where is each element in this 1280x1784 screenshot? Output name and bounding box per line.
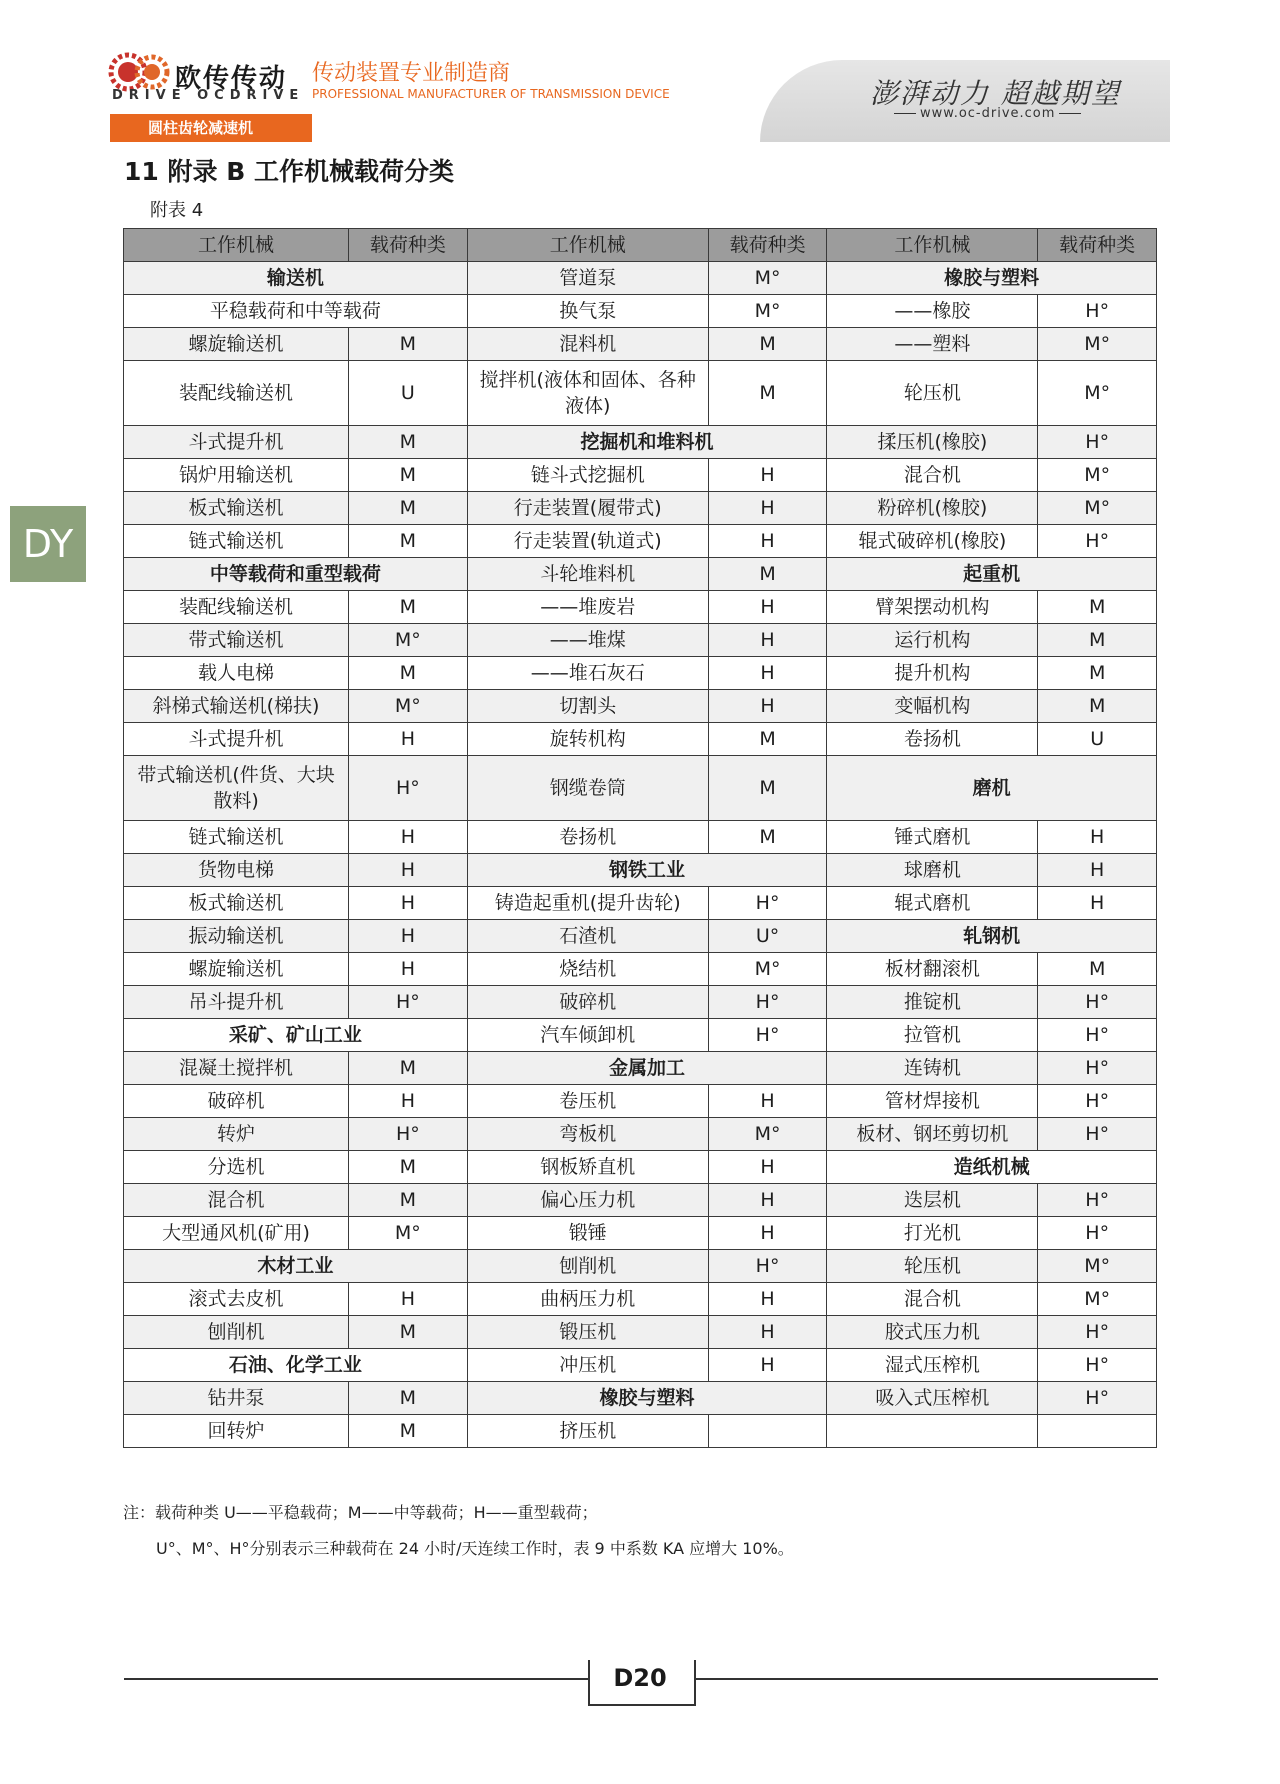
table-row	[124, 1415, 1157, 1448]
table-row	[124, 887, 1157, 920]
machine-cell: ——堆废岩	[467, 591, 708, 624]
load-type-cell: M	[349, 1151, 468, 1184]
table-row	[124, 525, 1157, 558]
machine-cell: 曲柄压力机	[467, 1283, 708, 1316]
load-type-cell: H	[708, 1184, 827, 1217]
machine-cell: 带式输送机(件货、大块散料)	[124, 756, 349, 821]
machine-cell: 装配线输送机	[124, 591, 349, 624]
load-type-cell: M°	[1038, 1283, 1157, 1316]
load-type-cell: M°	[349, 690, 468, 723]
load-type-cell: H°	[1038, 1085, 1157, 1118]
load-type-cell: H	[349, 920, 468, 953]
tagline-en: PROFESSIONAL MANUFACTURER OF TRANSMISSION DEVICE	[312, 87, 670, 101]
table-row	[124, 558, 1157, 591]
load-type-cell: M	[1038, 953, 1157, 986]
machine-cell: 冲压机	[467, 1349, 708, 1382]
load-type-cell: H°	[349, 1118, 468, 1151]
category-cell: 木材工业	[124, 1250, 468, 1283]
load-type-cell: M	[1038, 690, 1157, 723]
load-type-cell: H°	[1038, 295, 1157, 328]
machine-cell: 轮压机	[827, 1250, 1038, 1283]
load-type-cell: M°	[349, 624, 468, 657]
category-cell: 钢铁工业	[467, 854, 827, 887]
machine-cell: 吊斗提升机	[124, 986, 349, 1019]
load-type-cell: H°	[1038, 1052, 1157, 1085]
machine-cell: 振动输送机	[124, 920, 349, 953]
table-row	[124, 1184, 1157, 1217]
machine-cell: 锤式磨机	[827, 821, 1038, 854]
load-type-cell: M°	[708, 262, 827, 295]
machine-cell: 破碎机	[467, 986, 708, 1019]
load-type-cell: H°	[1038, 1118, 1157, 1151]
machine-cell: 烧结机	[467, 953, 708, 986]
category-cell: 金属加工	[467, 1052, 827, 1085]
load-type-cell: H	[1038, 887, 1157, 920]
machine-cell: ——堆煤	[467, 624, 708, 657]
category-cell: 挖掘机和堆料机	[467, 426, 827, 459]
table-row	[124, 1019, 1157, 1052]
load-type-cell: H°	[708, 887, 827, 920]
load-type-cell: H	[708, 1316, 827, 1349]
website-text: www.oc-drive.com	[920, 106, 1056, 121]
machine-cell: 刨削机	[124, 1316, 349, 1349]
machine-cell: 铸造起重机(提升齿轮)	[467, 887, 708, 920]
machine-cell: 辊式破碎机(橡胶)	[827, 525, 1038, 558]
load-type-cell: M	[708, 756, 827, 821]
load-type-cell: H°	[1038, 525, 1157, 558]
machine-cell: 混合机	[124, 1184, 349, 1217]
machine-cell: 斗式提升机	[124, 723, 349, 756]
machine-cell: 锻压机	[467, 1316, 708, 1349]
machine-cell: 载人电梯	[124, 657, 349, 690]
machine-cell: 刨削机	[467, 1250, 708, 1283]
load-type-cell: M	[349, 657, 468, 690]
machine-cell: 滚式去皮机	[124, 1283, 349, 1316]
table-row	[124, 821, 1157, 854]
load-type-cell: H°	[349, 986, 468, 1019]
machine-cell: 钻井泵	[124, 1382, 349, 1415]
table-row	[124, 426, 1157, 459]
machine-cell: 板材翻滚机	[827, 953, 1038, 986]
table-row	[124, 591, 1157, 624]
load-classification-table	[123, 228, 1157, 1448]
machine-cell: 变幅机构	[827, 690, 1038, 723]
machine-cell: 混凝土搅拌机	[124, 1052, 349, 1085]
machine-cell: 臂架摆动机构	[827, 591, 1038, 624]
load-type-cell: M°	[1038, 459, 1157, 492]
load-type-cell: M	[708, 361, 827, 426]
load-type-cell: M	[708, 821, 827, 854]
load-type-cell: H°	[1038, 1217, 1157, 1250]
header-cell: 载荷种类	[349, 229, 468, 262]
load-type-cell: H	[708, 1283, 827, 1316]
table-row	[124, 295, 1157, 328]
table-row	[124, 723, 1157, 756]
load-type-cell: H	[349, 1085, 468, 1118]
machine-cell: 推锭机	[827, 986, 1038, 1019]
table-caption: 附表 4	[150, 200, 204, 221]
machine-cell: 链式输送机	[124, 821, 349, 854]
machine-cell: ——塑料	[827, 328, 1038, 361]
table-row	[124, 756, 1157, 821]
machine-cell: 螺旋输送机	[124, 328, 349, 361]
table-row	[124, 328, 1157, 361]
machine-cell: 迭层机	[827, 1184, 1038, 1217]
machine-cell: 链斗式挖掘机	[467, 459, 708, 492]
table-row	[124, 986, 1157, 1019]
load-type-cell: M	[349, 591, 468, 624]
load-type-cell: M	[349, 1052, 468, 1085]
machine-cell: 切割头	[467, 690, 708, 723]
load-type-cell: M°	[1038, 328, 1157, 361]
load-type-cell: H	[349, 1283, 468, 1316]
machine-cell: 分选机	[124, 1151, 349, 1184]
page-title: 11 附录 B 工作机械载荷分类	[124, 157, 454, 186]
machine-cell: 混合机	[827, 459, 1038, 492]
load-type-cell: U	[349, 361, 468, 426]
load-type-cell	[1038, 1415, 1157, 1448]
load-type-cell: M	[349, 492, 468, 525]
machine-cell: 拉管机	[827, 1019, 1038, 1052]
table-row	[124, 1250, 1157, 1283]
machine-cell	[827, 1415, 1038, 1448]
machine-cell: 辊式磨机	[827, 887, 1038, 920]
machine-cell: 打光机	[827, 1217, 1038, 1250]
side-tab: DY	[10, 506, 86, 582]
load-type-cell: M	[349, 1184, 468, 1217]
load-type-cell: M	[349, 1382, 468, 1415]
load-type-cell: M	[708, 558, 827, 591]
load-type-cell: H°	[349, 756, 468, 821]
load-type-cell: H°	[1038, 1349, 1157, 1382]
table-row	[124, 1217, 1157, 1250]
load-type-cell: H	[708, 1349, 827, 1382]
category-cell: 中等载荷和重型载荷	[124, 558, 468, 591]
machine-cell: ——橡胶	[827, 295, 1038, 328]
machine-cell: 卷扬机	[467, 821, 708, 854]
machine-cell: 装配线输送机	[124, 361, 349, 426]
machine-cell: 提升机构	[827, 657, 1038, 690]
machine-cell: 弯板机	[467, 1118, 708, 1151]
machine-cell: 混合机	[827, 1283, 1038, 1316]
category-cell: 轧钢机	[827, 920, 1157, 953]
table-header-row	[124, 229, 1157, 262]
machine-cell: 货物电梯	[124, 854, 349, 887]
category-tab: 圆柱齿轮减速机	[110, 114, 312, 142]
brand-name: 欧传传动	[175, 64, 288, 94]
load-type-cell: M	[1038, 624, 1157, 657]
header-cell: 载荷种类	[1038, 229, 1157, 262]
machine-cell: 斗式提升机	[124, 426, 349, 459]
category-cell: 橡胶与塑料	[467, 1382, 827, 1415]
machine-cell: 石渣机	[467, 920, 708, 953]
load-type-cell: M°	[1038, 492, 1157, 525]
load-type-cell: H°	[1038, 1382, 1157, 1415]
table-row	[124, 1349, 1157, 1382]
load-type-cell: H	[708, 657, 827, 690]
machine-cell: ——堆石灰石	[467, 657, 708, 690]
load-type-cell: M	[708, 723, 827, 756]
table-row	[124, 1052, 1157, 1085]
machine-cell: 吸入式压榨机	[827, 1382, 1038, 1415]
machine-cell: 湿式压榨机	[827, 1349, 1038, 1382]
load-type-cell: M	[1038, 591, 1157, 624]
category-cell: 采矿、矿山工业	[124, 1019, 468, 1052]
machine-cell: 轮压机	[827, 361, 1038, 426]
load-type-cell: M°	[708, 953, 827, 986]
machine-cell: 卷扬机	[827, 723, 1038, 756]
subcategory-cell: 平稳载荷和中等载荷	[124, 295, 468, 328]
load-type-cell: H	[708, 525, 827, 558]
machine-cell: 胶式压力机	[827, 1316, 1038, 1349]
machine-cell: 钢板矫直机	[467, 1151, 708, 1184]
header-cell: 工作机械	[467, 229, 708, 262]
table-row	[124, 459, 1157, 492]
website	[890, 106, 1085, 121]
table-row	[124, 953, 1157, 986]
note-continuous: U°、M°、H°分别表示三种载荷在 24 小时/天连续工作时，表 9 中系数 KA 应增大 10%。	[156, 1539, 794, 1558]
table-row	[124, 920, 1157, 953]
tagline: 传动装置专业制造商	[312, 61, 511, 86]
load-type-cell: M	[708, 328, 827, 361]
load-type-cell: M	[349, 1316, 468, 1349]
category-cell: 橡胶与塑料	[827, 262, 1157, 295]
machine-cell: 粉碎机(橡胶)	[827, 492, 1038, 525]
table-row	[124, 492, 1157, 525]
table-row	[124, 624, 1157, 657]
table-body	[124, 262, 1157, 1448]
load-type-cell: M°	[708, 295, 827, 328]
table-row	[124, 657, 1157, 690]
machine-cell: 行走装置(轨道式)	[467, 525, 708, 558]
note-legend: 注：载荷种类 U——平稳载荷；M——中等载荷；H——重型载荷；	[123, 1503, 598, 1522]
machine-cell: 旋转机构	[467, 723, 708, 756]
category-cell: 石油、化学工业	[124, 1349, 468, 1382]
footer-rule-right	[690, 1678, 1158, 1680]
machine-cell: 连铸机	[827, 1052, 1038, 1085]
load-type-cell: H	[708, 591, 827, 624]
load-type-cell: H	[349, 723, 468, 756]
machine-cell: 带式输送机	[124, 624, 349, 657]
load-type-cell: M	[349, 525, 468, 558]
machine-cell: 偏心压力机	[467, 1184, 708, 1217]
machine-cell: 破碎机	[124, 1085, 349, 1118]
machine-cell: 板式输送机	[124, 887, 349, 920]
machine-cell: 斜梯式输送机(梯扶)	[124, 690, 349, 723]
load-type-cell: M	[349, 426, 468, 459]
load-type-cell: H	[349, 887, 468, 920]
machine-cell: 板材、钢坯剪切机	[827, 1118, 1038, 1151]
load-type-cell: M	[349, 1415, 468, 1448]
load-type-cell: H°	[1038, 1019, 1157, 1052]
load-type-cell: M°	[349, 1217, 468, 1250]
load-type-cell: H	[708, 1085, 827, 1118]
category-cell: 磨机	[827, 756, 1157, 821]
load-type-cell: H	[349, 821, 468, 854]
load-type-cell: H	[349, 953, 468, 986]
table-row	[124, 1382, 1157, 1415]
load-type-cell: H	[349, 854, 468, 887]
machine-cell: 换气泵	[467, 295, 708, 328]
machine-cell: 链式输送机	[124, 525, 349, 558]
load-type-cell: H°	[708, 1250, 827, 1283]
header-cell: 载荷种类	[708, 229, 827, 262]
machine-cell: 管道泵	[467, 262, 708, 295]
machine-cell: 球磨机	[827, 854, 1038, 887]
machine-cell: 挤压机	[467, 1415, 708, 1448]
load-type-cell: M	[349, 328, 468, 361]
load-type-cell: H	[708, 624, 827, 657]
load-type-cell: H	[1038, 854, 1157, 887]
load-type-cell: H°	[1038, 1316, 1157, 1349]
footer-rule-left	[124, 1678, 590, 1680]
table-row	[124, 1085, 1157, 1118]
table-row	[124, 1151, 1157, 1184]
load-type-cell: M	[349, 459, 468, 492]
header-cell: 工作机械	[124, 229, 349, 262]
machine-cell: 行走装置(履带式)	[467, 492, 708, 525]
table-row	[124, 1118, 1157, 1151]
category-cell: 起重机	[827, 558, 1157, 591]
load-type-cell: H	[708, 459, 827, 492]
machine-cell: 转炉	[124, 1118, 349, 1151]
load-type-cell: H	[708, 492, 827, 525]
load-type-cell: H°	[708, 986, 827, 1019]
load-type-cell: M	[1038, 657, 1157, 690]
load-type-cell: H°	[1038, 986, 1157, 1019]
brand-name-en: DRIVE OCDRIVE	[112, 88, 305, 103]
load-type-cell: H°	[708, 1019, 827, 1052]
slogan: 澎湃动力 超越期望	[870, 77, 1121, 110]
load-type-cell: U°	[708, 920, 827, 953]
machine-cell: 揉压机(橡胶)	[827, 426, 1038, 459]
machine-cell: 斗轮堆料机	[467, 558, 708, 591]
load-type-cell: H°	[1038, 1184, 1157, 1217]
header-cell: 工作机械	[827, 229, 1038, 262]
table-row	[124, 690, 1157, 723]
category-cell: 造纸机械	[827, 1151, 1157, 1184]
machine-cell: 回转炉	[124, 1415, 349, 1448]
table-row	[124, 262, 1157, 295]
machine-cell: 锻锤	[467, 1217, 708, 1250]
machine-cell: 钢缆卷筒	[467, 756, 708, 821]
machine-cell: 运行机构	[827, 624, 1038, 657]
machine-cell: 螺旋输送机	[124, 953, 349, 986]
load-type-cell: U	[1038, 723, 1157, 756]
table-row	[124, 1283, 1157, 1316]
load-type-cell: H°	[1038, 426, 1157, 459]
machine-cell: 大型通风机(矿用)	[124, 1217, 349, 1250]
load-type-cell: H	[708, 690, 827, 723]
machine-cell: 混料机	[467, 328, 708, 361]
load-type-cell: H	[708, 1151, 827, 1184]
machine-cell: 板式输送机	[124, 492, 349, 525]
machine-cell: 锅炉用输送机	[124, 459, 349, 492]
load-type-cell: H	[1038, 821, 1157, 854]
page-number: D20	[613, 1664, 667, 1692]
machine-cell: 搅拌机(液体和固体、各种液体)	[467, 361, 708, 426]
machine-cell: 管材焊接机	[827, 1085, 1038, 1118]
load-type-cell: M°	[1038, 361, 1157, 426]
machine-cell: 卷压机	[467, 1085, 708, 1118]
table-row	[124, 1316, 1157, 1349]
machine-cell: 汽车倾卸机	[467, 1019, 708, 1052]
category-cell: 输送机	[124, 262, 468, 295]
load-type-cell: H	[708, 1217, 827, 1250]
load-type-cell: M°	[1038, 1250, 1157, 1283]
load-type-cell: M°	[708, 1118, 827, 1151]
table-row	[124, 854, 1157, 887]
load-type-cell	[708, 1415, 827, 1448]
table-row	[124, 361, 1157, 426]
